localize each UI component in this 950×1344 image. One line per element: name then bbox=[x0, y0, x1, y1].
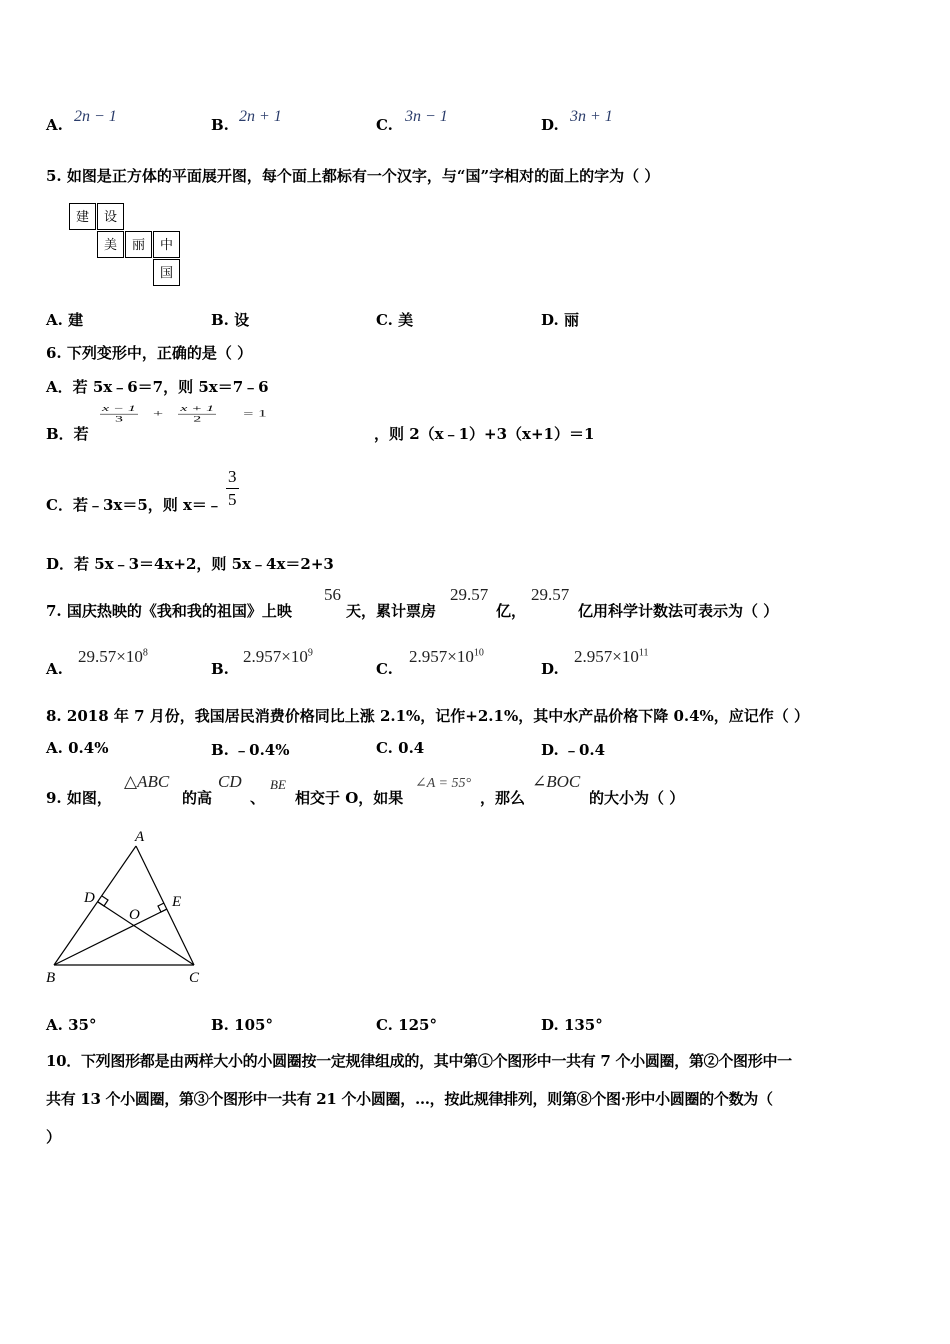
q7-stem-c: 亿， bbox=[496, 602, 527, 620]
q8-option-a: A. 0.4% bbox=[46, 739, 109, 757]
net-face-she: 设 bbox=[97, 203, 124, 230]
q6-option-d: D．若 5x﹣3＝4x+2，则 5x﹣4x＝2+3 bbox=[46, 555, 334, 573]
q9-option-c: C. 125° bbox=[376, 1016, 437, 1034]
right-angle-d bbox=[98, 896, 108, 906]
q5-option-d: D. 丽 bbox=[541, 311, 579, 329]
label-c: C bbox=[189, 970, 200, 986]
q9-stem-e: ，那么 bbox=[480, 789, 526, 807]
q9-cd: CD bbox=[218, 772, 242, 791]
q7-option-a: A. bbox=[46, 660, 63, 678]
q6-option-b-suffix: ，则 2（x﹣1）+3（x+1）＝1 bbox=[374, 425, 595, 443]
q4-option-c: C. bbox=[376, 116, 393, 134]
q6-stem: 6. 下列变形中，正确的是（ ） bbox=[46, 344, 253, 362]
label-e: E bbox=[172, 894, 182, 910]
q9-triangle-figure bbox=[40, 822, 220, 992]
label-a: A bbox=[135, 829, 145, 845]
q7-option-b: B. bbox=[211, 660, 229, 678]
q7-stem-d: 亿用科学计数法可表示为（ ） bbox=[578, 602, 779, 620]
q9-stem-a: 9. 如图， bbox=[46, 789, 112, 807]
q5-option-c: C. 美 bbox=[376, 311, 414, 329]
q6-option-c-fraction: $\frac{3}{5}$ bbox=[228, 467, 237, 510]
q9-angle-a: ∠A = 55° bbox=[415, 776, 472, 791]
q6-option-c: C．若﹣3x＝5，则 x＝﹣ bbox=[46, 496, 222, 514]
q9-stem-f: 的大小为（ ） bbox=[589, 789, 685, 807]
q4-option-b-value: 2n + 1 bbox=[239, 108, 282, 125]
q4-option-a-value: 2n − 1 bbox=[74, 108, 117, 125]
q9-stem-c: 、 bbox=[250, 789, 266, 807]
q6-option-a: A．若 5x﹣6＝7，则 5x＝7﹣6 bbox=[46, 378, 269, 396]
altitude-cd bbox=[98, 902, 194, 965]
q9-angle-boc: ∠BOC bbox=[532, 772, 581, 791]
q10-line2: 共有 13 个小圆圈，第③个图形中一共有 21 个小圆圈，…，按此规律排列，则第⑧个图·形中小圆圈的个数为（ bbox=[46, 1090, 773, 1108]
net-face-jian: 建 bbox=[69, 203, 96, 230]
q5-option-b: B. 设 bbox=[211, 311, 250, 329]
q10-line1: 10．下列图形都是由两样大小的小圆圈按一定规律组成的，其中第①个图形中一共有 7 个小圆圈，第②个图形中一 bbox=[46, 1052, 792, 1070]
q9-triangle: △ABC bbox=[124, 772, 170, 791]
label-o: O bbox=[129, 907, 140, 923]
net-face-mei: 美 bbox=[97, 231, 124, 258]
side-ab bbox=[54, 846, 136, 965]
q6-b-frac1: $\frac{x - 1}{3}$ bbox=[102, 404, 136, 424]
net-face-zhong: 中 bbox=[153, 231, 180, 258]
q9-option-d: D. 135° bbox=[541, 1016, 603, 1034]
q7-amount2: 29.57 bbox=[531, 585, 570, 604]
q7-option-c-value: $2.957\times 10^{10}$ bbox=[409, 647, 484, 666]
q5-stem: 5. 如图是正方体的平面展开图，每个面上都标有一个汉字，与“国”字相对的面上的字为（ ） bbox=[46, 167, 660, 185]
q7-option-d: D. bbox=[541, 660, 559, 678]
q6-b-frac2: $\frac{x + 1}{2}$ bbox=[180, 404, 215, 424]
net-face-guo: 国 bbox=[153, 259, 180, 286]
q9-option-b: B. 105° bbox=[211, 1016, 273, 1034]
q4-option-d: D. bbox=[541, 116, 559, 134]
q7-amount: 29.57 bbox=[450, 585, 489, 604]
q9-stem-b: 的高 bbox=[182, 789, 213, 807]
q7-option-c: C. bbox=[376, 660, 393, 678]
q8-option-d: D. ﹣0.4 bbox=[541, 741, 606, 759]
q9-be: BE bbox=[270, 777, 286, 792]
label-d: D bbox=[84, 890, 95, 906]
altitude-be bbox=[54, 909, 167, 965]
label-b: B bbox=[46, 970, 56, 986]
q7-days: 56 bbox=[324, 585, 341, 604]
q7-option-b-value: $2.957\times 10^9$ bbox=[243, 647, 313, 666]
q9-stem-d: 相交于 O，如果 bbox=[295, 789, 404, 807]
q6-option-b-prefix: B．若 bbox=[46, 425, 89, 443]
q8-option-c: C. 0.4 bbox=[376, 739, 425, 757]
q7-option-a-value: $29.57\times 10^8$ bbox=[78, 647, 148, 666]
q8-stem: 8. 2018 年 7 月份，我国居民消费价格同比上涨 2.1%，记作+2.1%，其中水产品价格下降 0.4%，应记作（ ） bbox=[46, 707, 810, 725]
q9-option-a: A. 35° bbox=[46, 1016, 97, 1034]
q8-option-b: B. ﹣0.4% bbox=[211, 741, 290, 759]
q6-option-b-equation: $\frac{x - 1}{3}$ + $\frac{x + 1}{2}$ = 1 bbox=[102, 404, 267, 424]
q7-option-d-value: $2.957\times 10^{11}$ bbox=[574, 647, 649, 666]
q4-option-c-value: 3n − 1 bbox=[405, 108, 448, 125]
net-face-li: 丽 bbox=[125, 231, 152, 258]
side-ac bbox=[136, 846, 194, 965]
q7-stem-b: 天，累计票房 bbox=[346, 602, 437, 620]
q4-option-a: A. bbox=[46, 116, 63, 134]
q4-option-d-value: 3n + 1 bbox=[570, 108, 613, 125]
q10-line3: ） bbox=[46, 1128, 62, 1146]
q7-stem-a: 7. 国庆热映的《我和我的祖国》上映 bbox=[46, 602, 292, 620]
q5-option-a: A. 建 bbox=[46, 311, 84, 329]
q4-option-b: B. bbox=[211, 116, 229, 134]
